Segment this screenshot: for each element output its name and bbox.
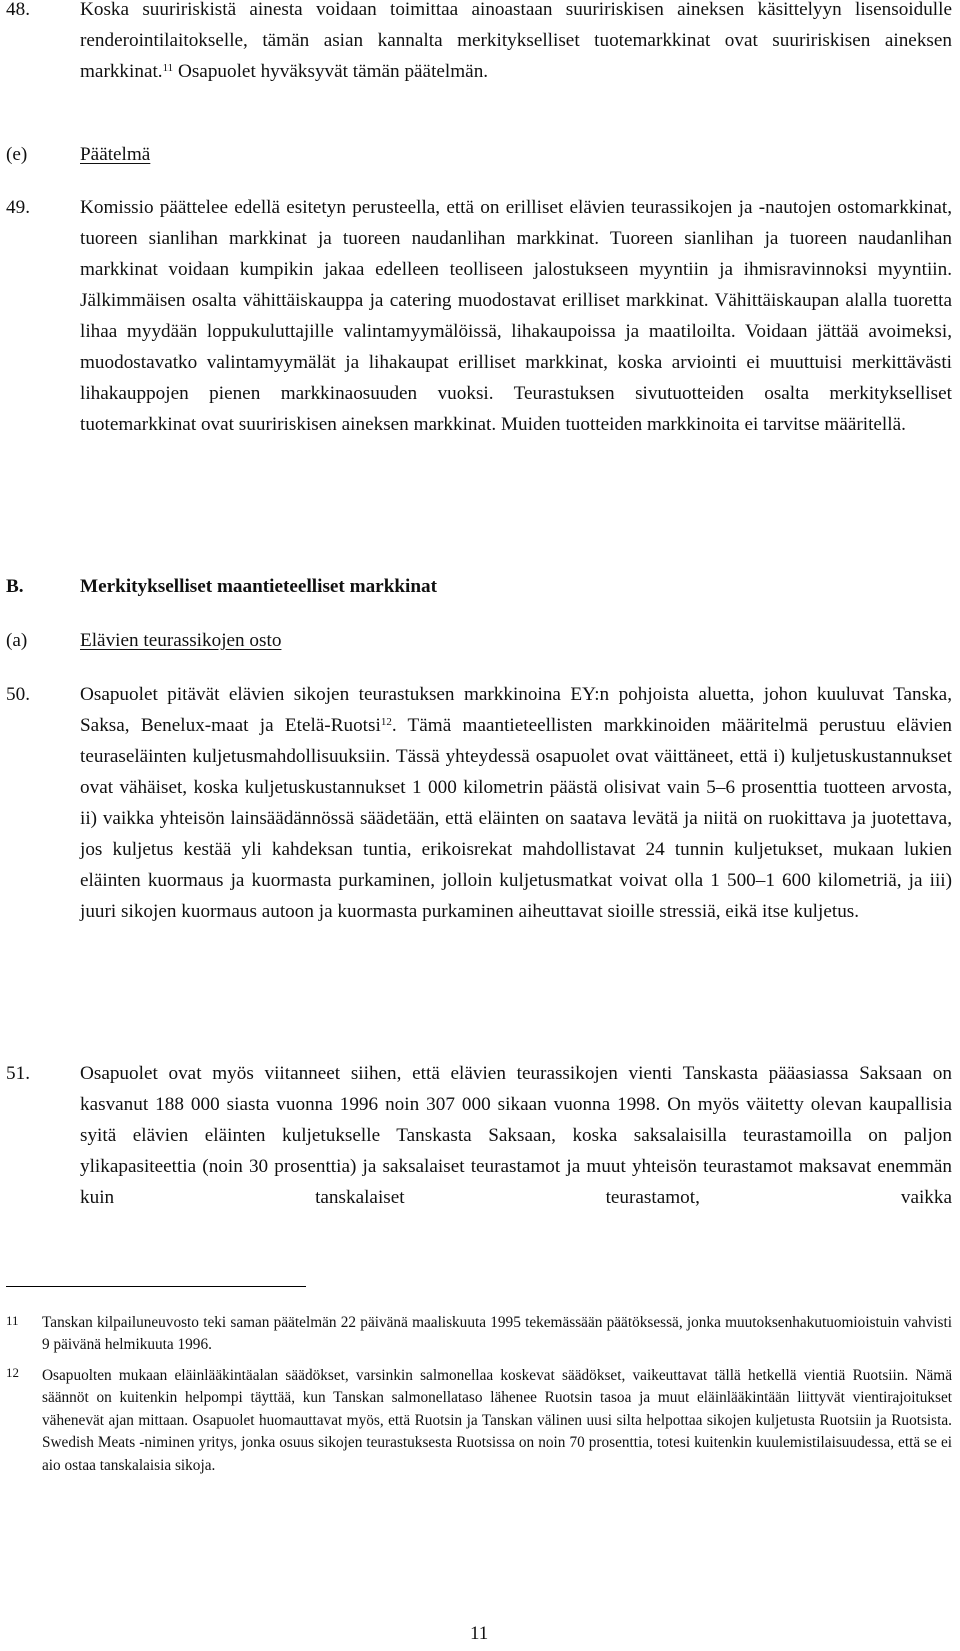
footnote-12: Osapuolten mukaan eläinlääkintäalan säädökset, varsinkin salmonellaa koskevat säädökset, vaikeuttavat tällä hetkellä vientiä Ruotsiin. Nämä säännöt on kuitenkin helpompi täyttää, kun Tanskan salmonellataso lähenee Ruotsin tasoa ja muut eläinlääkintään liittyvät vientirajoitukset vähenevät ajan mittaan. Osapuolet huomauttavat myös, että Ruotsin ja Tanskan välinen uusi silta helpottaa sikojen kuljetusta Ruotsiin ja Ruotsista. Swedish Meats -niminen yritys, jonka osuus sikojen teurastuksesta Ruotsissa on noin 70 prosenttia, totesi kuitenkin kuulemistilaisuudessa, että se ei aio ostaa tanskalaisia sikoja. <box>42 1367 952 1474</box>
footnote-number-11: 11 <box>6 1313 19 1328</box>
heading-e-title: Päätelmä <box>80 144 151 165</box>
heading-e-marker: (e) <box>6 144 28 165</box>
paragraph-48 <box>80 0 952 87</box>
heading-a-title: Elävien teurassikojen osto <box>80 630 282 651</box>
paragraph-number-48: 48. <box>6 0 30 20</box>
footnote-ref-11[interactable]: 11 <box>162 62 174 74</box>
footnote-separator <box>6 1286 306 1287</box>
heading-b-marker: B. <box>6 576 24 597</box>
heading-b-title: Merkitykselliset maantieteelliset markkinat <box>80 576 438 597</box>
paragraph-48-text: Koska suuririskistä ainesta voidaan toimittaa ainoastaan suuririskisen aineksen käsittelyyn lisensoidulle renderointilaitokselle, tämän asian kannalta merkitykselliset tuotemarkkinat ovat suuririskisen aineksen markkinat. <box>80 0 952 82</box>
paragraph-50-text: Osapuolet pitävät elävien sikojen teurastuksen markkinoina EY:n pohjoista aluetta, johon kuuluvat Tanska, Saksa, Benelux-maat ja Etelä-Ruotsi <box>80 684 952 736</box>
footnote-number-12: 12 <box>6 1365 19 1380</box>
footnote-11: Tanskan kilpailuneuvosto teki saman päätelmän 22 päivänä maaliskuuta 1995 tekemässään päätöksessä, jonka muutoksenhakutuomioistuin vahvisti 9 päivänä helmikuuta 1996. <box>42 1314 952 1354</box>
paragraph-50 <box>80 679 952 927</box>
paragraph-number-50: 50. <box>6 684 30 705</box>
paragraph-51: Osapuolet ovat myös viitanneet siihen, että elävien teurassikojen vienti Tanskasta pääasiassa Saksaan on kasvanut 188 000 siasta vuonna 1996 noin 307 000 sikaan vuonna 1998. On myös väitetty olevan kaupallisia syitä elävien eläinten kuljetukselle Tanskasta Saksaan, koska saksalaisilla teurastamoilla on paljon ylikapasiteettia (noin 30 prosenttia) ja saksalaiset teurastamot ja muut yhteisön teurastamot maksavat enemmän kuin tanskalaiset teurastamot, vaikka <box>80 1063 952 1208</box>
paragraph-50-text-after: . Tämä maantieteellisten markkinoiden määritelmä perustuu elävien teuraseläinten kuljetusmahdollisuuksiin. Tässä yhteydessä osapuolet ovat väittäneet, että i) kuljetuskustannukset ovat vähäiset, koska kuljetuskustannukset 1 000 kilometrin päästä olisivat vain 5–6 prosenttia tuotteen arvosta, ii) vaikka yhteisön lainsäädännössä säädetään, että eläinten on saatava levätä ja niitä on ruokittava ja juotettava, jos kuljetus kestää yli kahdeksan tuntia, erikoisrekat mahdollistavat 24 tunnin kuljetukset, mukaan lukien eläinten kuormaus ja kuormasta purkaminen, jolloin kuljetusmatkat voivat olla 1 500–1 600 kilometriä, ja iii) juuri sikojen kuormaus autoon ja kuormasta purkaminen aiheuttavat sioille stressiä, eikä itse kuljetus. <box>80 715 952 922</box>
footnote-ref-12[interactable]: 12 <box>380 716 392 728</box>
paragraph-number-51: 51. <box>6 1063 30 1084</box>
heading-a-marker: (a) <box>6 630 28 651</box>
paragraph-49: Komissio päättelee edellä esitetyn perusteella, että on erilliset elävien teurassikojen ja -nautojen ostomarkkinat, tuoreen sianlihan markkinat ja tuoreen naudanlihan markkinat. Tuoreen sianlihan ja tuoreen naudanlihan markkinat voidaan kumpikin jakaa edelleen teolliseen jalostukseen myyntiin ja ihmisravinnoksi myyntiin. Jälkimmäisen osalta vähittäiskauppa ja catering muodostavat erilliset markkinat. Vähittäiskaupan alalla tuoretta lihaa myydään loppukuluttajille valintamyymälöissä, lihakaupoissa ja maatiloilta. Voidaan jättää avoimeksi, muodostavatko valintamyymälät ja lihakaupat erilliset markkinat, koska arviointi ei muuttuisi merkittävästi lihakauppojen pienen markkinaosuuden vuoksi. Teurastuksen sivutuotteiden osalta merkitykselliset tuotemarkkinat ovat suuririskisen aineksen markkinat. Muiden tuotteiden markkinoita ei tarvitse määritellä. <box>80 197 952 435</box>
paragraph-number-49: 49. <box>6 197 30 218</box>
paragraph-48-text-after: Osapuolet hyväksyvät tämän päätelmän. <box>177 61 489 82</box>
page-number: 11 <box>470 1623 489 1644</box>
